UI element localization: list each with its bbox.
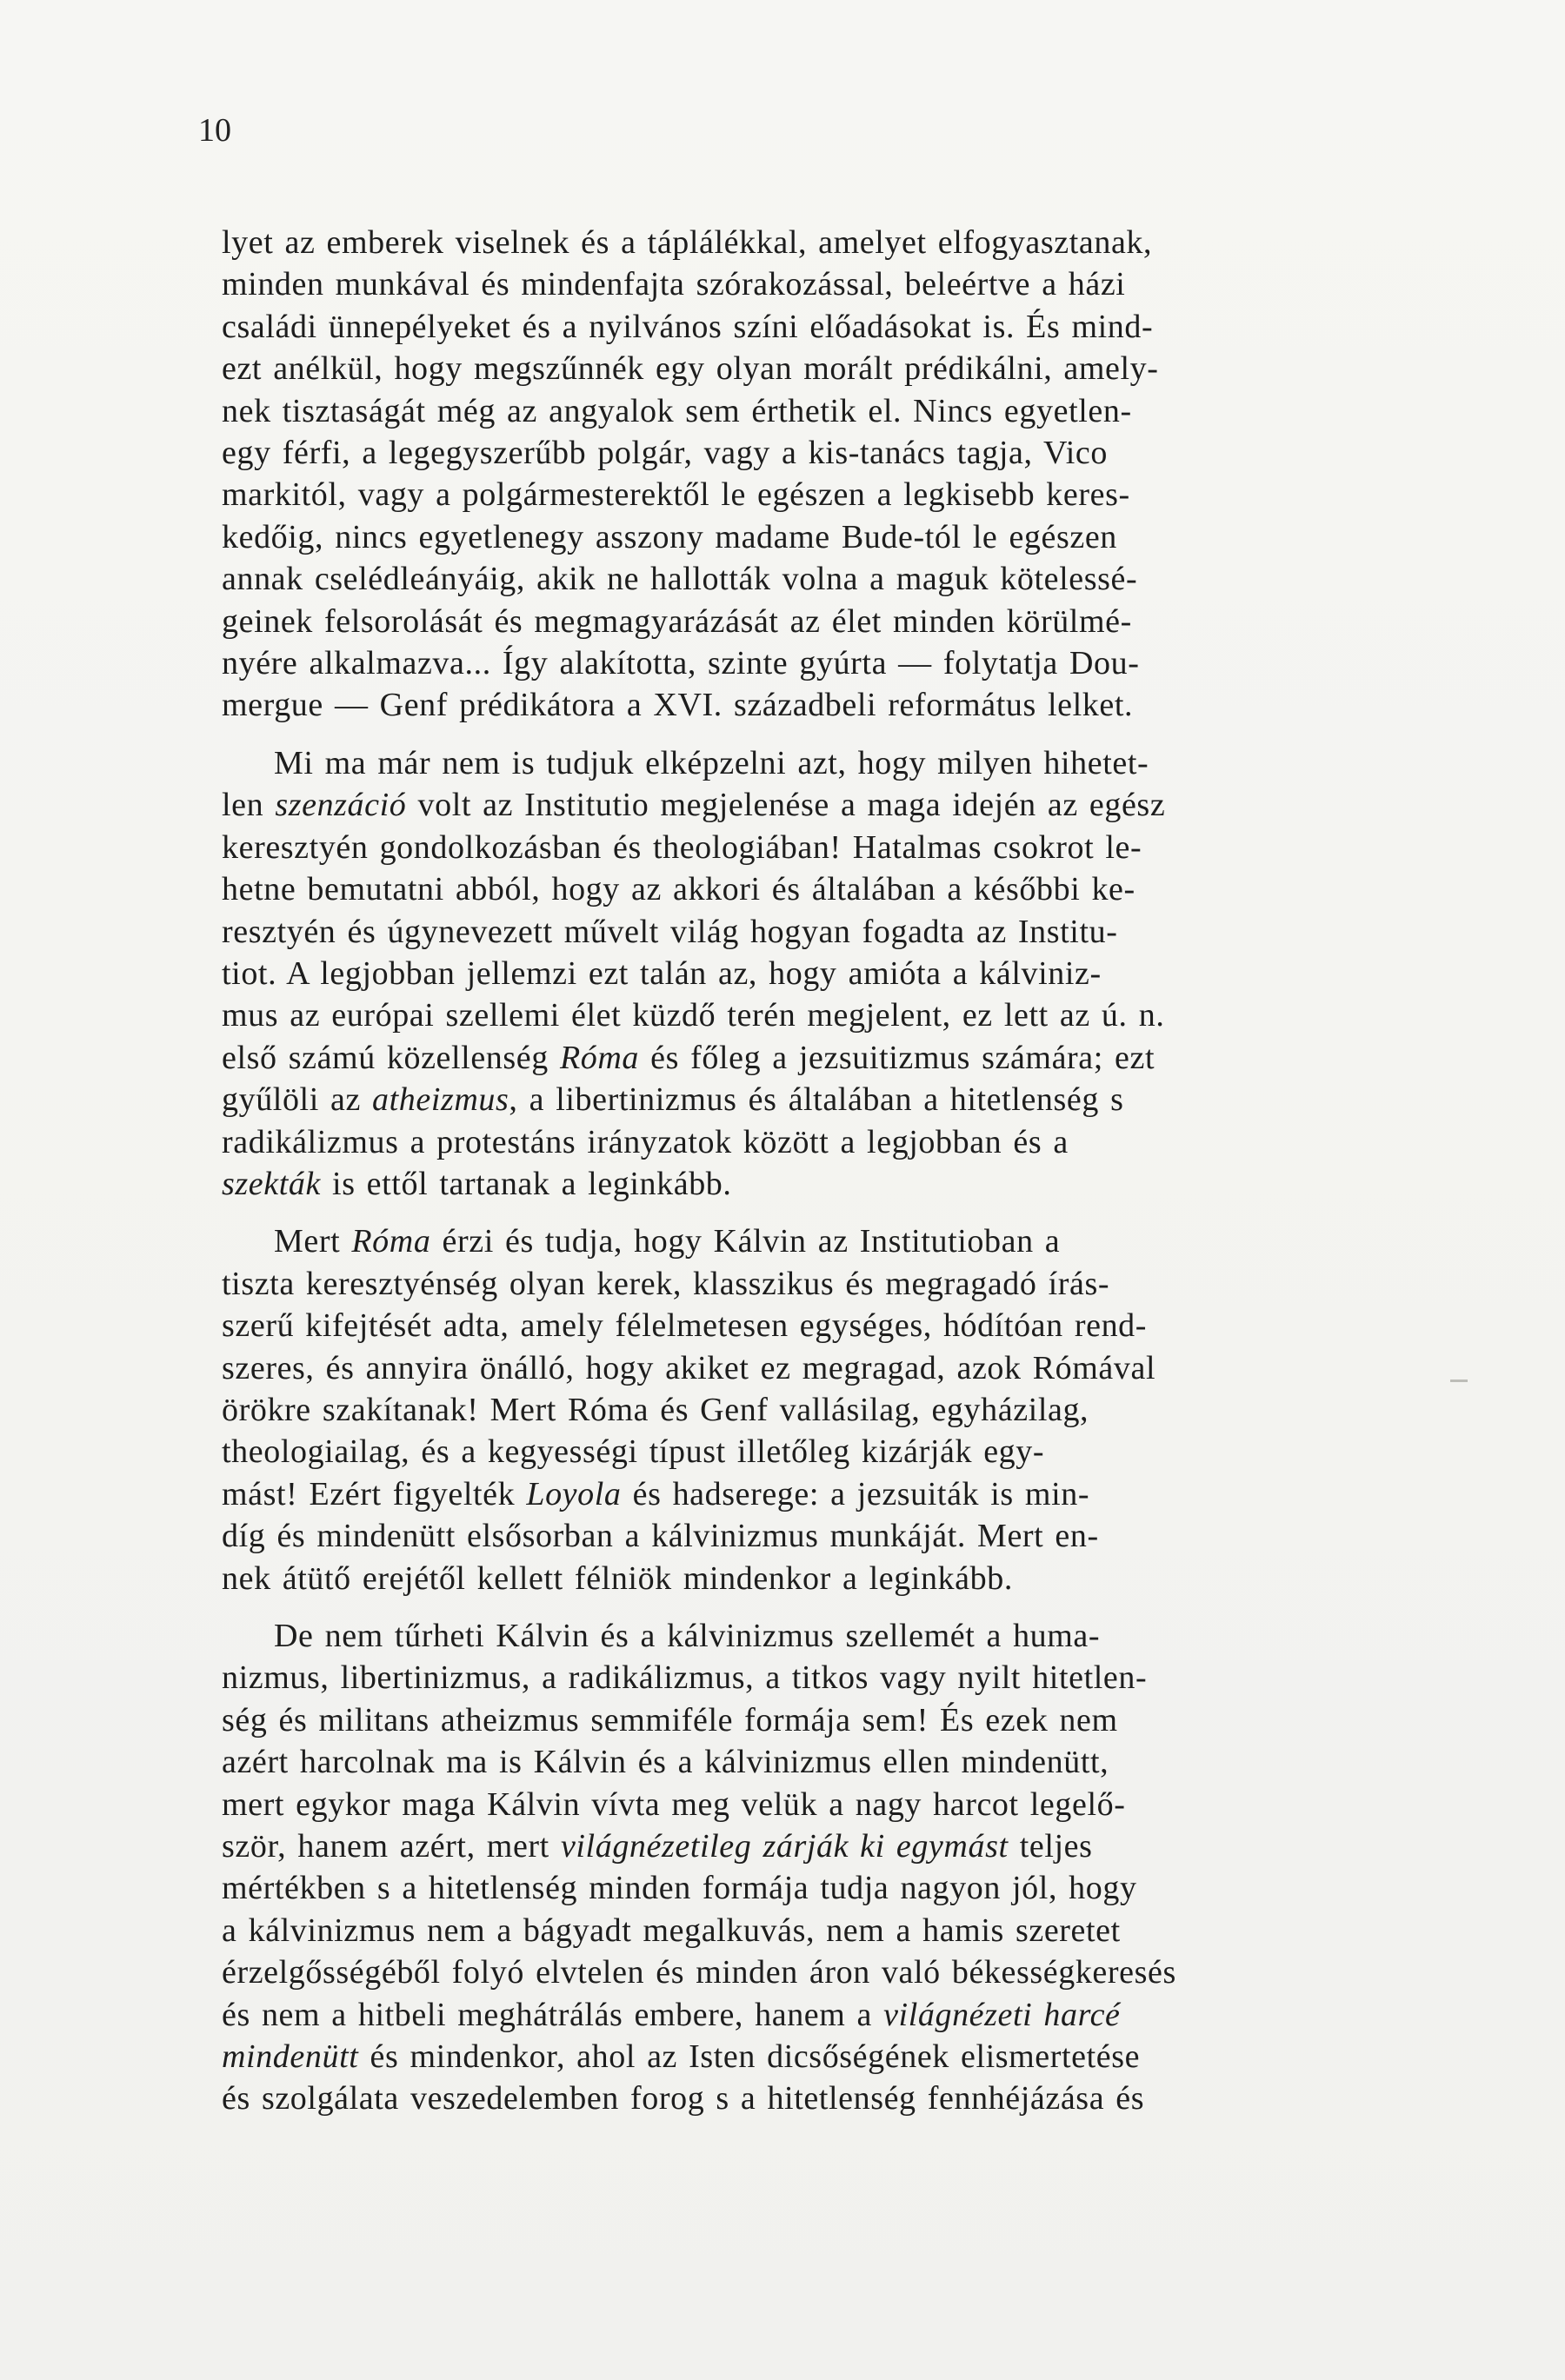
emphasis-text: Loyola <box>526 1475 622 1512</box>
text-line: a kálvinizmus nem a bágyadt megalkuvás, nem a hamis szeretet <box>222 1911 1121 1949</box>
emphasis-text: szenzáció <box>275 787 407 824</box>
paragraph-gap <box>222 727 1441 742</box>
body-text <box>222 222 1441 2120</box>
text-line: Mi ma már nem is tudjuk elképzelni azt, hogy milyen hihetet- <box>274 744 1149 781</box>
emphasis-text: világnézetileg zárják ki egymást <box>560 1828 1009 1865</box>
text-line: len szenzáció volt az Institutio megjelenése a maga idején az egész <box>222 787 1166 824</box>
page-number: 10 <box>198 112 231 149</box>
text-line: keresztyén gondolkozásban és theologiában! Hatalmas csokrot le- <box>222 828 1142 866</box>
text-line: első számú közellenség Róma és főleg a jezsuitizmus számára; ezt <box>222 1039 1155 1076</box>
text-line: mergue — Genf prédikátora a XVI. századbeli református lelket. <box>222 687 1134 724</box>
text-line: mindenütt és mindenkor, ahol az Isten dicsőségének elismertetése <box>222 2038 1141 2076</box>
text-line: szerű kifejtését adta, amely félelmetesen egységes, hódítóan rend- <box>222 1307 1148 1345</box>
text-line: nek átütő erejétől kellett félniök mindenkor a leginkább. <box>222 1559 1013 1597</box>
text-line: díg és mindenütt elsősorban a kálvinizmus munkáját. Mert en- <box>222 1518 1099 1555</box>
text-line: nyére alkalmazva... Így alakította, szinte gyúrta — folytatja Dou- <box>222 645 1140 682</box>
paragraph <box>222 1615 1441 2120</box>
text-line: radikálizmus a protestáns irányzatok között a legjobban és a <box>222 1123 1069 1160</box>
text-line: geinek felsorolását és megmagyarázását az élet minden körülmé- <box>222 602 1132 640</box>
text-line: mást! Ezért figyelték Loyola és hadserege: a jezsuiták is min- <box>222 1475 1090 1512</box>
paragraph <box>222 1220 1441 1599</box>
margin-mark <box>1450 1379 1468 1382</box>
emphasis-text: atheizmus <box>372 1081 509 1119</box>
text-line: markitól, vagy a polgármesterektől le egészen a legkisebb keres- <box>222 476 1130 514</box>
emphasis-text: Róma <box>351 1223 431 1260</box>
text-line: hetne bemutatni abból, hogy az akkori és általában a későbbi ke- <box>222 871 1135 908</box>
text-line: mus az európai szellemi élet küzdő terén megjelent, ez lett az ú. n. <box>222 997 1165 1034</box>
text-line: nizmus, libertinizmus, a radikálizmus, a titkos vagy nyilt hitetlen- <box>222 1659 1148 1697</box>
text-line: Mert Róma érzi és tudja, hogy Kálvin az Institutioban a <box>274 1223 1061 1260</box>
text-line: és szolgálata veszedelemben forog s a hitetlenség fennhéjázása és <box>222 2080 1145 2117</box>
text-line: theologiailag, és a kegyességi típust illetőleg kizárják egy- <box>222 1433 1045 1471</box>
text-line: szekták is ettől tartanak a leginkább. <box>222 1165 732 1202</box>
text-line: tiot. A legjobban jellemzi ezt talán az, hogy amióta a kálviniz- <box>222 954 1102 992</box>
text-line: mert egykor maga Kálvin vívta meg velük a nagy harcot legelő- <box>222 1785 1126 1823</box>
text-line: resztyén és úgynevezett művelt világ hogyan fogadta az Institu- <box>222 913 1118 950</box>
paragraph-gap <box>222 1205 1441 1220</box>
text-line: nek tisztaságát még az angyalok sem érthetik el. Nincs egyetlen- <box>222 392 1132 429</box>
text-line: érzelgősségéből folyó elvtelen és minden áron való békességkeresés <box>222 1954 1176 1991</box>
paragraph <box>222 222 1441 727</box>
text-line: minden munkával és mindenfajta szórakozással, beleértve a házi <box>222 266 1126 303</box>
text-line: gyűlöli az atheizmus, a libertinizmus és általában a hitetlenség s <box>222 1081 1124 1119</box>
text-line: örökre szakítanak! Mert Róma és Genf vallásilag, egyházilag, <box>222 1391 1089 1428</box>
emphasis-text: szekták <box>222 1165 321 1202</box>
paragraph <box>222 742 1441 1205</box>
emphasis-text: Róma <box>559 1039 640 1076</box>
text-line: ezt anélkül, hogy megszűnnék egy olyan morált prédikálni, amely- <box>222 350 1159 388</box>
text-line: egy férfi, a legegyszerűbb polgár, vagy a kis-tanács tagja, Vico <box>222 435 1108 472</box>
paragraph-gap <box>222 1599 1441 1615</box>
text-line: De nem tűrheti Kálvin és a kálvinizmus szellemét a huma- <box>274 1618 1101 1654</box>
text-line: mértékben s a hitetlenség minden formája tudja nagyon jól, hogy <box>222 1870 1137 1907</box>
text-line: ség és militans atheizmus semmiféle formája sem! És ezek nem <box>222 1701 1118 1738</box>
emphasis-text: világnézeti harcé <box>883 1996 1121 2033</box>
text-line: kedőig, nincs egyetlenegy asszony madame Bude-tól le egészen <box>222 518 1117 555</box>
text-line: családi ünnepélyeket és a nyilvános színi előadásokat is. És mind- <box>222 308 1154 345</box>
emphasis-text: mindenütt <box>222 2038 359 2076</box>
text-line: tiszta keresztyénség olyan kerek, klasszikus és megragadó írás- <box>222 1265 1110 1302</box>
text-line: azért harcolnak ma is Kálvin és a kálvinizmus ellen mindenütt, <box>222 1744 1109 1781</box>
text-line: lyet az emberek viselnek és a táplálékkal, amelyet elfogyasztanak, <box>222 224 1153 261</box>
text-line: és nem a hitbeli meghátrálás embere, hanem a világnézeti harcé <box>222 1996 1121 2033</box>
text-line: szeres, és annyira önálló, hogy akiket ez megragad, azok Rómával <box>222 1349 1156 1386</box>
text-line: annak cselédleányáig, akik ne hallották volna a maguk kötelessé- <box>222 561 1138 598</box>
text-line: ször, hanem azért, mert világnézetileg zárják ki egymást teljes <box>222 1828 1093 1865</box>
